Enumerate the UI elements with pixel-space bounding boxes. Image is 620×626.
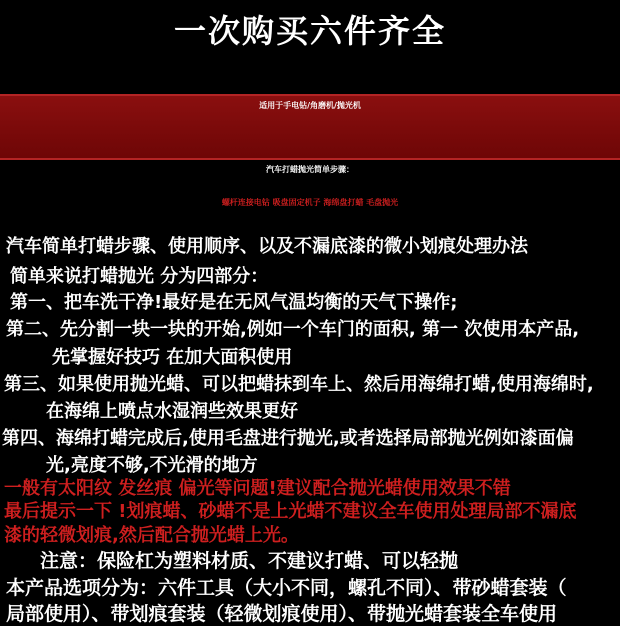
banner-text: 适用于手电钻/角磨机/抛光机 [259, 101, 361, 110]
summary-line: 简单来说打蜡抛光 分为四部分： [10, 266, 269, 287]
intro-line: 汽车简单打蜡步骤、使用顺序、以及不漏底漆的微小划痕处理办法 [6, 236, 528, 257]
step-2-line-1: 第二、先分割一块一块的开始,例如一个车门的面积, 第一 次使用本产品, [6, 319, 580, 340]
steps-red-line: 螺杆连接电钻 吸盘固定机子 海绵盘打蜡 毛盘抛光 [221, 198, 399, 207]
note-line: 注意：保险杠为塑料材质、不建议打蜡、可以轻抛 [40, 550, 459, 572]
step-1: 第一、把车洗干净!最好是在无风气温均衡的天气下操作; [10, 292, 458, 313]
step-4-line-1: 第四、海绵打蜡完成后,使用毛盘进行抛光,或者选择局部抛光例如漆面偏 [2, 428, 574, 449]
step-3-line-2: 在海绵上喷点水湿润些效果更好 [46, 401, 298, 422]
red-note-3: 漆的轻微划痕,然后配合抛光蜡上光。 [4, 525, 299, 546]
red-note-2: 最后提示一下 !划痕蜡、砂蜡不是上光蜡不建议全车使用处理局部不漏底 [4, 501, 577, 522]
subtitle: 汽车打蜡抛光简单步骤： [266, 165, 354, 174]
step-3-line-1: 第三、如果使用抛光蜡、可以把蜡抹到车上、然后用海绵打蜡,使用海绵时, [4, 374, 594, 395]
red-note-1: 一般有太阳纹 发丝痕 偏光等问题!建议配合抛光蜡使用效果不错 [4, 478, 511, 499]
options-line-1: 本产品选项分为：六件工具（大小不同，螺孔不同）、带砂蜡套装（ [6, 577, 567, 599]
step-2-line-2: 先掌握好技巧 在加大面积使用 [52, 347, 293, 368]
headline: 一次购买六件齐全 [173, 12, 446, 50]
options-line-2: 局部使用）、带划痕套装（轻微划痕使用）、带抛光蜡套装全车使用 [6, 603, 558, 625]
step-4-line-2: 光,亮度不够,不光滑的地方 [46, 455, 258, 476]
